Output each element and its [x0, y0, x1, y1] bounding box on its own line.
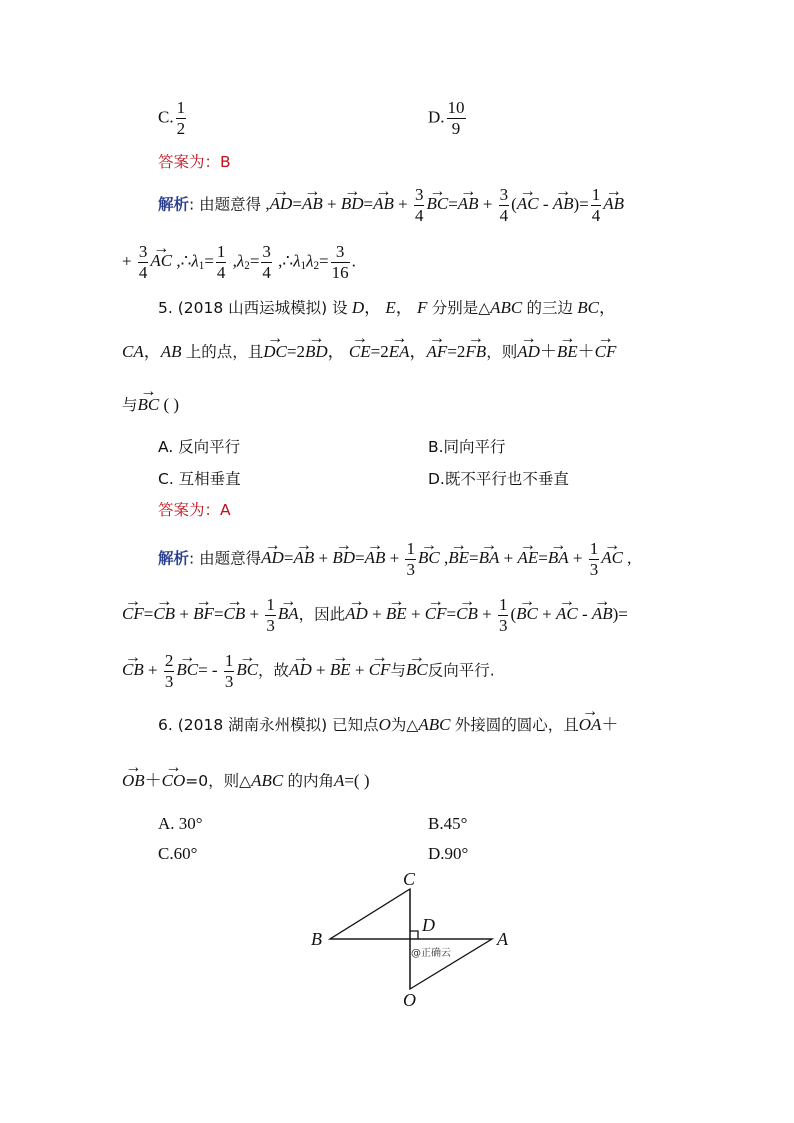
vec-ad: → AD	[517, 343, 540, 360]
q5-analysis-line-1: 解析: 由题意得→ AD=→ AB + → BD=→ AB + $\frac{1}{3}$ → BC ,→ BE=→ BA + → AE=→ BA + $\frac{1}{3}$ → AC ,	[158, 540, 631, 579]
q6-option-a: A. 30°	[158, 814, 203, 833]
q6-option-c: C.60°	[158, 844, 198, 863]
q5-analysis-line-2: → CF=→ CB + → BF=→ CB + $\frac{1}{3}$ → BA，因此→ AD + → BE + → CF=→ CB + $\frac{1}{3}$ (→ BC + → AC - → AB)=	[122, 596, 628, 635]
q6-stem-line-1: 6. (2018 湖南永州模拟) 已知点O为△ABC 外接圆的圆心，且→ OA＋	[158, 716, 618, 734]
q5-stem-line-1: 5. (2018 山西运城模拟) 设 D， E， F 分别是△ABC 的三边 BC，	[158, 298, 616, 317]
vec-ea: → EA	[389, 343, 410, 360]
q6-option-b: B.45°	[428, 814, 468, 833]
vec-dc: → DC	[263, 343, 287, 360]
q4-option-c: C. $\frac{1}{2}$	[158, 98, 186, 138]
label-o: O	[403, 990, 416, 1010]
label-c: C	[403, 869, 416, 889]
vec-co: → CO	[162, 772, 186, 789]
vec-oa: → OA	[579, 716, 602, 733]
q5-analysis-line-3: → CB + $\frac{2}{3}$ → BC= - $\frac{1}{3}$ → BC，故→ AD + → BE + → CF与→ BC反向平行.	[122, 652, 495, 691]
label-a: A	[497, 929, 508, 949]
label-d: D	[422, 915, 435, 935]
q5-stem-line-3: 与→ BC ( )	[122, 396, 179, 414]
q5-option-a: A. 反向平行	[158, 438, 241, 456]
label-b: B	[311, 929, 322, 949]
q5-stem-line-2: CA，AB 上的点，且→ DC=2→ BD， → CE=2→ EA，→ AF=2→ FB，则→ AD＋→ BE＋→ CF	[122, 343, 616, 361]
q6-stem-line-2: → OB＋→ CO=0，则△ABC 的内角A=( )	[122, 772, 370, 790]
q4-analysis-line-2: + $\frac{3}{4}$ → AC $,\therefore\lambda_1=$ $\frac{1}{4}$ $,\lambda_2=$ $\frac{3}{4}$ $,\therefore\lambda_1\lambda_2=$ $\frac{3}{16}$ .	[122, 243, 356, 282]
q5-answer: 答案为：A	[158, 501, 231, 519]
q5-option-b: B.同向平行	[428, 438, 506, 456]
rhombus-figure	[305, 868, 525, 1018]
q5-option-d: D.既不平行也不垂直	[428, 470, 569, 488]
vec-fb: → FB	[465, 343, 486, 360]
q4-answer: 答案为：B	[158, 153, 231, 171]
q4-analysis-line-1: 解析: 由题意得 ,→ AD=→ AB + → BD=→ AB + $\frac{3}{4}$ → BC=→ AB + $\frac{3}{4}$ (→ AC - → AB)= $\frac{1}{4}$ → AB	[158, 186, 624, 225]
q5-option-c: C. 互相垂直	[158, 470, 241, 488]
vec-be: → BE	[557, 343, 578, 360]
watermark: @正确云	[411, 948, 451, 959]
vec-cf: → CF	[595, 343, 617, 360]
vec-bd: → BD	[305, 343, 328, 360]
right-angle-mark	[410, 931, 418, 939]
vec-ce: → CE	[349, 343, 371, 360]
vec-af: → AF	[427, 343, 448, 360]
q4-option-d: D. $\frac{10}{9}$	[428, 98, 465, 138]
vec-ob: → OB	[122, 772, 145, 789]
q6-option-d: D.90°	[428, 844, 469, 863]
